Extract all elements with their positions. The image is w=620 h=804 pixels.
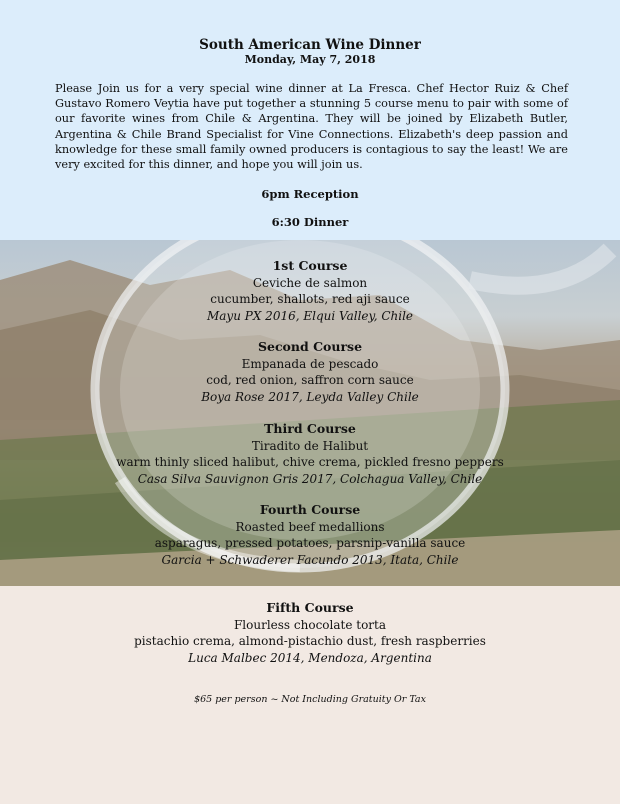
course-dish: Tiradito de Halibut xyxy=(251,438,369,453)
course-details: pistachio crema, almond-pistachio dust, fresh raspberries xyxy=(134,634,486,648)
course-details: warm thinly sliced halibut, chive crema, pickled fresno peppers xyxy=(116,455,504,469)
course-1 xyxy=(0,258,620,324)
course-wine: Mayu PX 2016, Elqui Valley, Chile xyxy=(206,308,414,323)
course-wine: Boya Rose 2017, Leyda Valley Chile xyxy=(201,389,419,404)
course-title: Second Course xyxy=(257,339,363,354)
course-5 xyxy=(0,600,620,666)
reception-time: 6pm Reception xyxy=(261,187,359,201)
course-title: Fifth Course xyxy=(266,600,354,615)
course-3 xyxy=(0,421,620,487)
course-title: Third Course xyxy=(264,421,356,436)
event-date: Monday, May 7, 2018 xyxy=(244,53,376,66)
course-details: cucumber, shallots, red aji sauce xyxy=(210,292,410,306)
course-2 xyxy=(0,339,620,405)
price-note: $65 per person ~ Not Including Gratuity Or Tax xyxy=(194,694,426,705)
course-dish: Flourless chocolate torta xyxy=(233,617,387,632)
course-wine: Garcia + Schwaderer Facundo 2013, Itata, Chile xyxy=(161,552,459,567)
course-4 xyxy=(0,502,620,568)
course-dish: Ceviche de salmon xyxy=(252,275,368,290)
course-wine: Luca Malbec 2014, Mendoza, Argentina xyxy=(188,650,432,665)
course-title: Fourth Course xyxy=(259,502,361,517)
course-details: asparagus, pressed potatoes, parsnip-vanilla sauce xyxy=(154,536,466,550)
event-title: South American Wine Dinner xyxy=(199,37,421,53)
course-dish: Roasted beef medallions xyxy=(235,519,385,534)
dinner-time: 6:30 Dinner xyxy=(271,215,349,229)
intro-paragraph: Please Join us for a very special wine dinner at La Fresca. Chef Hector Ruiz & Chef Gustavo Romero Veytia have put together a stunning 5 course menu to pair with some of our favorite wines from Chile & Argentina. They will be joined by Elizabeth Butler, Argentina & Chile Brand Specialist for Vine Connections. Elizabeth's deep passion and knowledge for these small family owned producers is contagious to say the least! We are very excited for this dinner, and hope you will join us. xyxy=(55,82,568,172)
course-title: 1st Course xyxy=(272,258,348,273)
course-wine: Casa Silva Sauvignon Gris 2017, Colchagua Valley, Chile xyxy=(137,471,483,486)
course-details: cod, red onion, saffron corn sauce xyxy=(206,373,414,387)
course-dish: Empanada de pescado xyxy=(241,356,379,371)
